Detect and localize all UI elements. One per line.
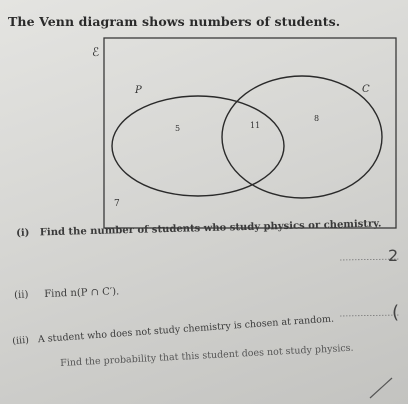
set-p-label: P xyxy=(135,85,142,96)
region-intersection: 11 xyxy=(250,121,261,130)
question-3-number: (iii) xyxy=(12,334,30,347)
set-c-label: C xyxy=(362,84,370,95)
handwritten-answer-1: 2 xyxy=(388,246,399,265)
region-only-c: 8 xyxy=(314,114,320,123)
question-1-text: Find the number of students who study physics or chemistry. xyxy=(39,218,382,239)
question-2-text: Find n(P ∩ C′). xyxy=(44,286,120,300)
handwritten-answer-2: ( xyxy=(392,302,400,323)
question-title: The Venn diagram shows numbers of students. xyxy=(8,14,341,29)
universal-set-label: ℰ xyxy=(92,45,100,59)
pen-stroke-mark xyxy=(370,378,392,398)
question-3-text: A student who does not study chemistry is chosen at random. xyxy=(37,313,335,346)
region-neither: 7 xyxy=(114,199,120,209)
region-only-p: 5 xyxy=(175,124,181,133)
question-2-number: (ii) xyxy=(14,289,29,301)
question-1-number: (i) xyxy=(16,227,30,239)
question-3-continued: Find the probability that this student does not study physics. xyxy=(60,342,354,369)
answer-line-2 xyxy=(340,315,400,316)
